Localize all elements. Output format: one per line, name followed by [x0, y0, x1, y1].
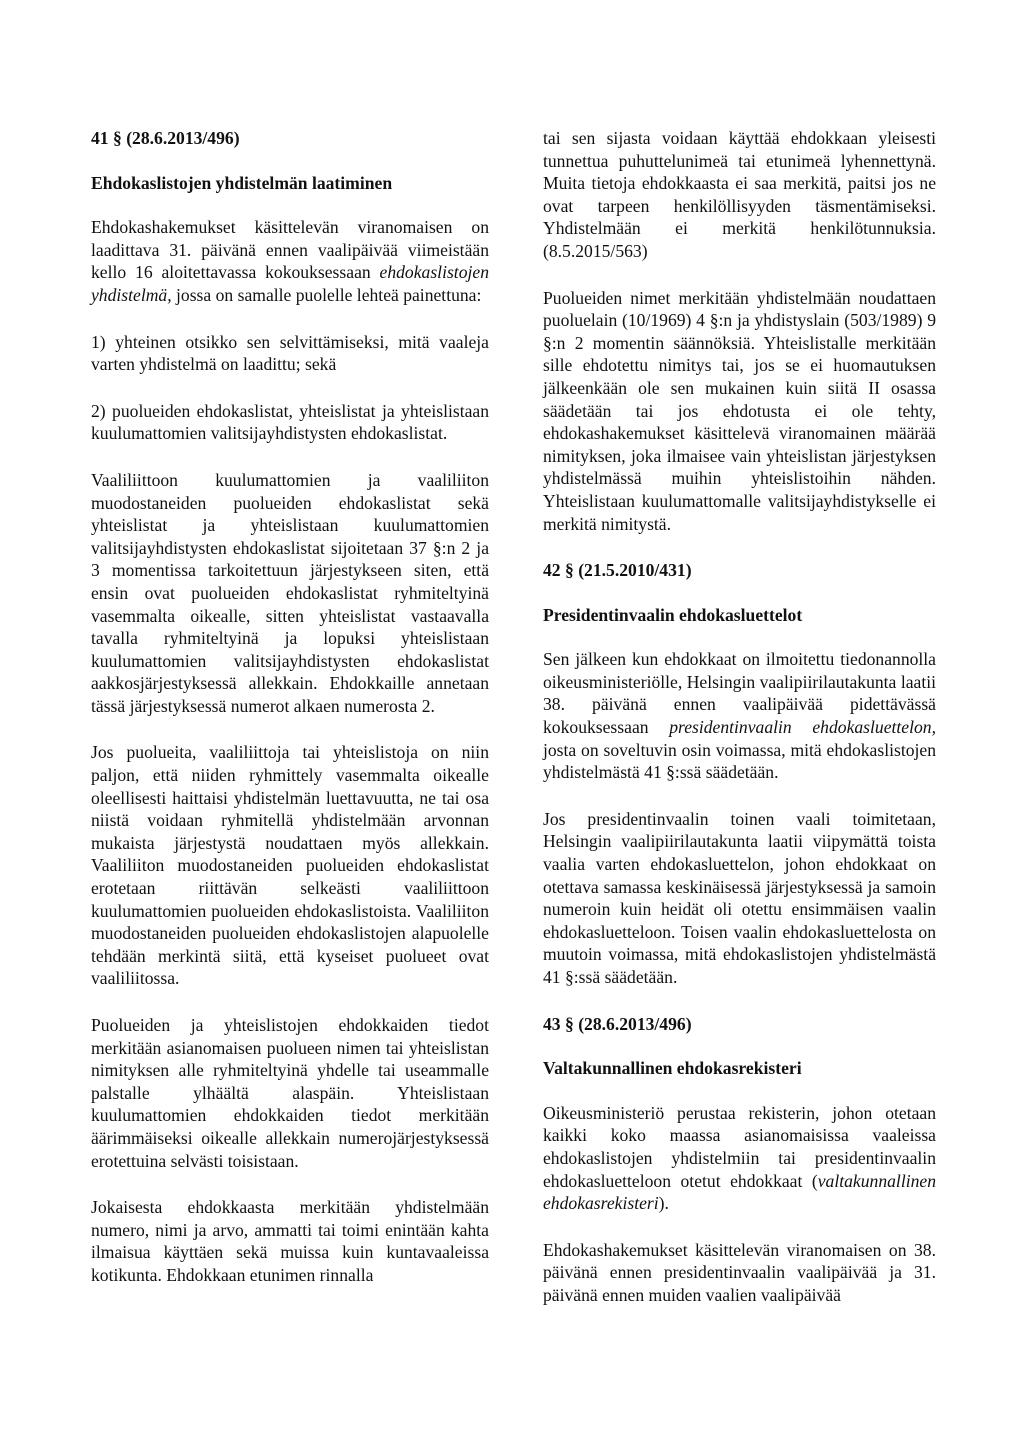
paragraph: Jokaisesta ehdokkaasta merkitään yhdistelmään numero, nimi ja arvo, ammatti tai toimi enintään kahta ilmaisua käyttäen sekä muissa kuin kuntavaaleissa kotikunta. Ehdokkaan etunimen rinnalla	[91, 1197, 489, 1285]
section-number: 41 § (28.6.2013/496)	[91, 128, 240, 148]
paragraph: Jos puolueita, vaaliliittoja tai yhteislistoja on niin paljon, että niiden ryhmittely vasemmalta oikealle oleellisesti haittaisi yhdistelmän luettavuutta, ne tai osa niistä voidaan ryhmitellä yhdistelmään arvonnan mukaista järjestystä noudattaen myös allekkain. Vaaliliiton muodostaneiden puolueiden ehdokaslistat erotetaan riittävän selkeästi vaaliliittoon kuulumattomien puolueiden ehdokaslistoista. Vaaliliiton muodostaneiden puolueiden ehdokaslistojen alapuolelle tehdään merkintä siitä, että kyseiset puolueet ovat vaaliliitossa.	[91, 742, 489, 989]
emphasized-term: valtakunnallinen ehdokasrekisteri	[543, 1170, 936, 1214]
paragraph-text: Sen jälkeen kun ehdokkaat on ilmoitettu tiedonannolla oikeusministeriölle, Helsingin vaalipiirilautakunta laatii 38. päivänä ennen vaalipäivää pidettävässä kokouksessaan	[543, 649, 936, 738]
paragraph: Vaaliliittoon kuulumattomien ja vaaliliiton muodostaneiden puolueiden ehdokaslistat sekä yhteislistat ja yhteislistaan kuulumattomien valitsijayhdistysten ehdokaslistat sijoitetaan 37 §:n 2 ja 3 momentissa tarkoitettuun järjestykseen siten, että ensin ovat puolueiden ehdokaslistat ryhmiteltyinä vasemmalta oikealle, sitten yhteislistat vastaavalla tavalla ryhmiteltyinä ja lopuksi yhteislistaan kuulumattomien valitsijayhdistysten ehdokaslistat aakkosjärjestyksessä allekkain. Ehdokkaille annetaan tässä järjestyksessä numerot alkaen numerosta 2.	[91, 469, 489, 716]
paragraph-text: josta on soveltuvin osin voimassa, mitä ehdokaslistojen yhdistelmästä 41 §:ssä säädetään.	[543, 739, 936, 783]
section-title: Ehdokaslistojen yhdistelmän laatiminen	[91, 172, 393, 193]
section-number: 42 § (21.5.2010/431)	[543, 560, 692, 581]
paragraph: Puolueiden ja yhteislistojen ehdokkaiden tiedot merkitään asianomaisen puolueen nimen tai yhteislistan nimityksen alle ryhmiteltyinä yhdelle tai useammalle palstalle ylhäältä alaspäin. Yhteislistaan kuulumattomien ehdokkaiden tiedot merkitään äärimmäiseksi oikealle allekkain numerojärjestyksessä erotettuina selvästi toisistaan.	[91, 1015, 489, 1171]
paragraph	[543, 648, 936, 784]
section-title: Presidentinvaalin ehdokasluettelot	[543, 604, 803, 625]
paragraph-text: jossa on samalle puolelle lehteä painettuna:	[171, 284, 482, 305]
section-number: 43 § (28.6.2013/496)	[543, 1013, 692, 1034]
paragraph: Jos presidentinvaalin toinen vaali toimitetaan, Helsingin vaalipiirilautakunta laatii viipymättä toista vaalia varten ehdokasluettelon, johon ehdokkaat on otettava samassa keskinäisessä järjestyksessä ja samoin numeroin kuin heidät oli otettu ensimmäisen vaalin ehdokasluetteloon. Toisen vaalin ehdokasluettelosta on muutoin voimassa, mitä ehdokaslistojen yhdistelmästä 41 §:ssä säädetään.	[543, 808, 936, 987]
emphasized-term: ehdokaslistojen yhdistelmä,	[91, 262, 489, 305]
paragraph: Puolueiden nimet merkitään yhdistelmään noudattaen puoluelain (10/1969) 4 §:n ja yhdistyslain (503/1989) 9 §:n 2 momentin säännöksiä. Yhteislistalle merkitään sille ehdotettu nimitys tai, jos se ei huomautuksen jälkeenkään ole sen mukainen kuin siitä II osassa säädetään tai jos ehdotusta ei ole tehty, ehdokashakemukset käsittelevä viranomainen määrää nimityksen, joka ilmaisee vain yhteislistan järjestyksen yhdistelmässä muihin yhteislistoihin nähden. Yhteislistaan kuulumattomalle valitsijayhdistykselle ei merkitä nimitystä.	[543, 287, 936, 534]
paragraph-text: ).	[658, 1193, 669, 1214]
list-item: 1) yhteinen otsikko sen selvittämiseksi, mitä vaaleja varten yhdistelmä on laadittu; sekä	[91, 331, 489, 375]
emphasized-term: presidentinvaalin ehdokasluettelon,	[669, 717, 936, 738]
right-column	[543, 127, 936, 1331]
paragraph	[543, 1102, 936, 1215]
paragraph	[91, 216, 489, 306]
list-item: 2) puolueiden ehdokaslistat, yhteislistat ja yhteislistaan kuulumattomien valitsijayhdistysten ehdokaslistat.	[91, 400, 489, 444]
paragraph-text: Oikeusministeriö perustaa rekisterin, johon otetaan kaikki koko maassa asianomaisissa vaaleissa ehdokaslistojen yhdistelmiin tai presidentinvaalin ehdokasluetteloon otetut ehdokkaat (	[543, 1102, 936, 1191]
paragraph: tai sen sijasta voidaan käyttää ehdokkaan yleisesti tunnettua puhuttelunimeä tai etunimeä lyhennettynä. Muita tietoja ehdokkaasta ei saa merkitä, paitsi jos ne ovat tarpeen henkilöllisyyden täsmentämiseksi. Yhdistelmään ei merkitä henkilötunnuksia. (8.5.2015/563)	[543, 128, 936, 261]
left-column	[91, 127, 489, 1311]
paragraph: Ehdokashakemukset käsittelevän viranomaisen on 38. päivänä ennen presidentinvaalin vaalipäivää ja 31. päivänä ennen muiden vaalien vaalipäivää	[543, 1239, 936, 1305]
paragraph-text: Ehdokashakemukset käsittelevän viranomaisen on laadittava 31. päivänä ennen vaalipäivää viimeistään kello 16 aloitettavassa kokouksessaan	[91, 217, 489, 283]
section-title: Valtakunnallinen ehdokasrekisteri	[543, 1058, 802, 1079]
